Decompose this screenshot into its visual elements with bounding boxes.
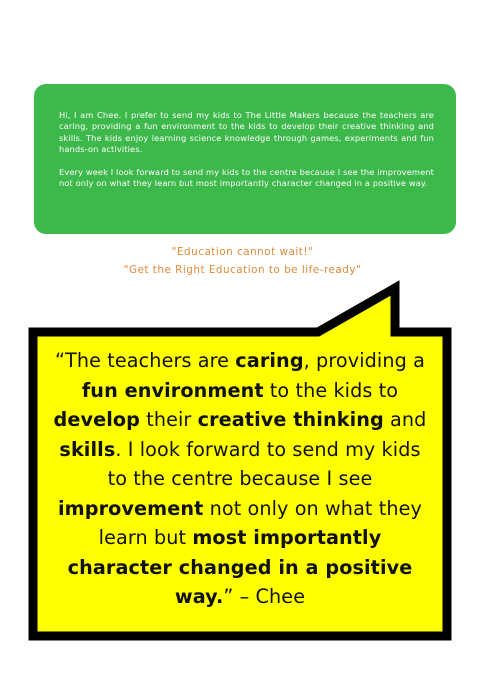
testimonial-paragraph-2: Every week I look forward to send my kids to the centre because I see the improvement not only on what they learn but most importantly character changed in a positive way. — [59, 166, 434, 189]
quote-text: . I look forward to send my kids to the centre because I see — [107, 437, 421, 490]
slogan-line-2: "Get the Right Education to be life-ready" — [123, 264, 362, 276]
quote-text: not only on what they learn but — [98, 496, 422, 549]
quote-emphasis: skills — [59, 437, 116, 461]
quote-emphasis: improvement — [57, 496, 204, 520]
quote-text: and — [383, 408, 427, 431]
quote-emphasis: fun environment — [81, 378, 264, 402]
quote-emphasis: develop — [53, 408, 140, 431]
testimonial-paragraph-1: Hi, I am Chee. I prefer to send my kids to The Little Makers because the teachers are caring, providing a fun environment to the kids to develop their creative thinking and skills. The kids enjoy learning science knowledge through games, experiments and fun hands-on activities. — [59, 110, 434, 155]
quote-text: to the kids to — [263, 378, 399, 402]
quote-emphasis: creative thinking — [197, 408, 384, 431]
quote-emphasis: most importantly character changed in a positive way. — [67, 526, 413, 608]
quote-text: , providing a — [303, 349, 425, 372]
quote-text: their — [140, 408, 198, 431]
quote-text: ” – Chee — [223, 585, 306, 608]
quote-emphasis: caring — [235, 349, 304, 372]
slogan-line-1: "Education cannot wait!" — [171, 246, 314, 258]
quote-text: “The teachers are — [55, 349, 236, 372]
speech-bubble-quote — [50, 346, 430, 612]
